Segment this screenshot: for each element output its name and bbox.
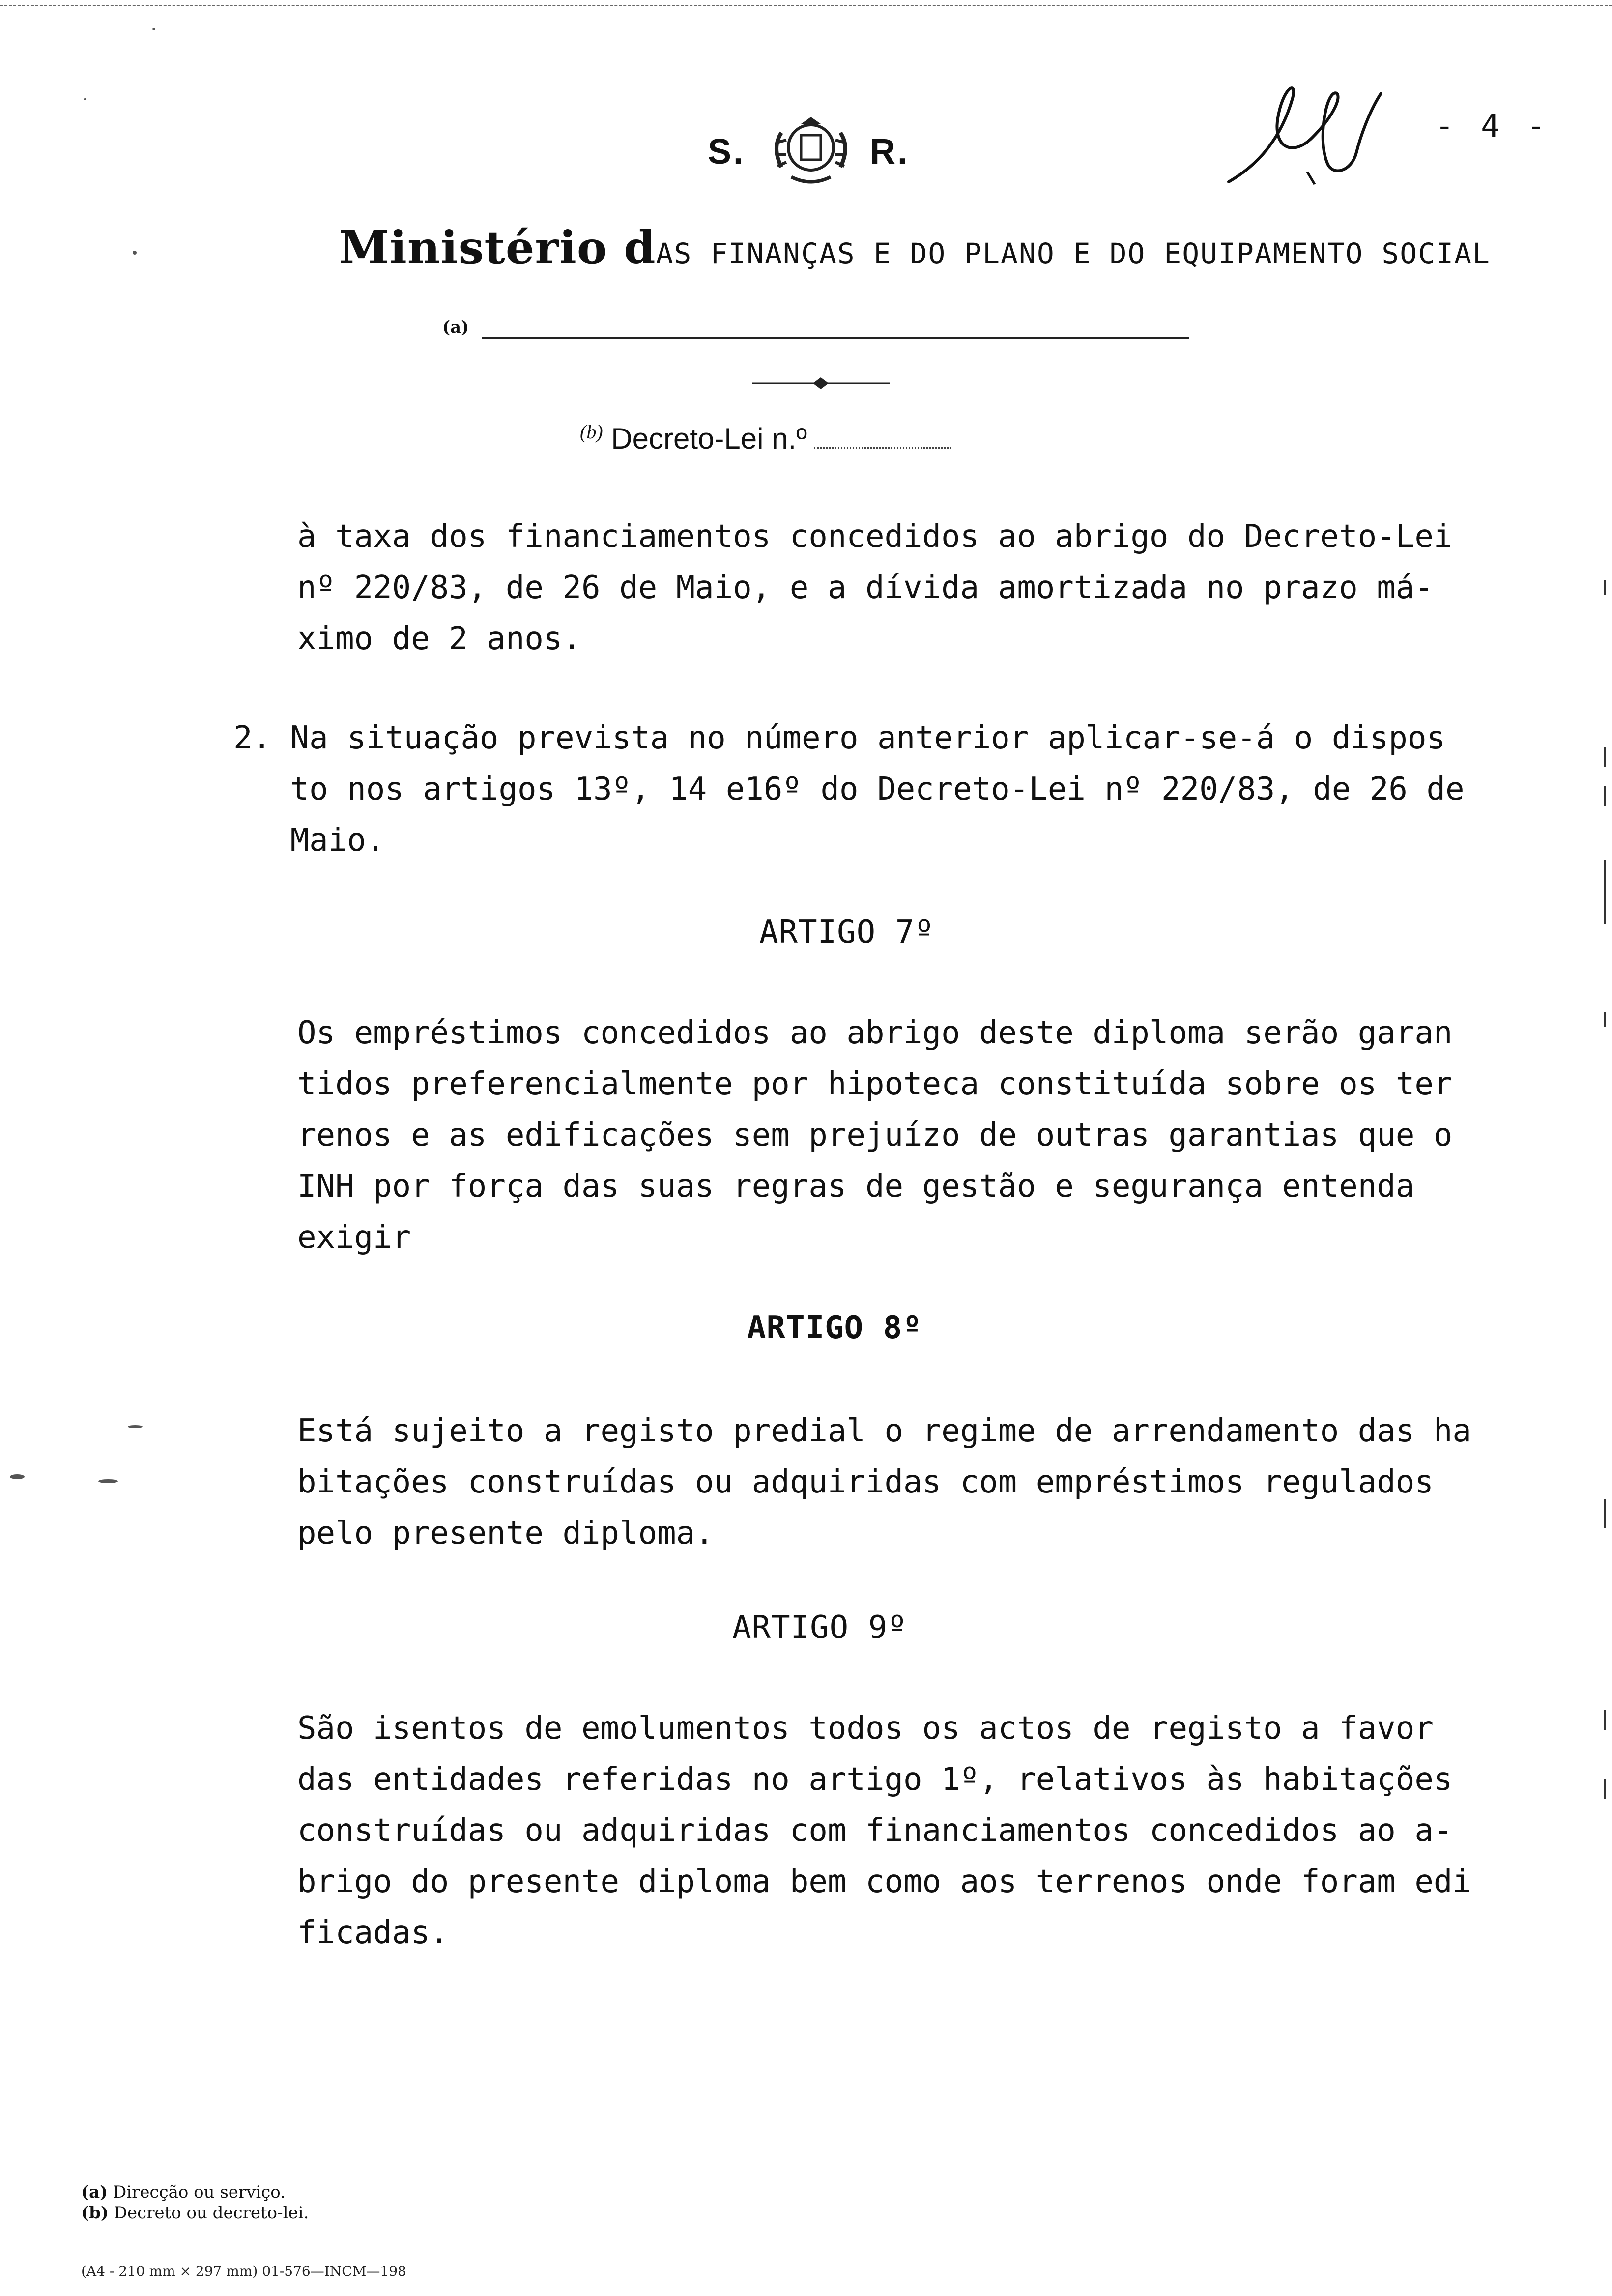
signature-initials	[1209, 79, 1396, 206]
text-line: das entidades referidas no artigo 1º, relativos às habitações	[297, 1761, 1453, 1798]
text-line: brigo do presente diploma bem como aos terrenos onde foram edi	[297, 1864, 1471, 1900]
text-line: 2. Na situação prevista no número anterior aplicar-se-á o dispos	[233, 720, 1445, 756]
sr-right-letter: R.	[870, 132, 909, 172]
text-line: Está sujeito a registo predial o regime de arrendamento das ha	[297, 1413, 1471, 1449]
text-line: bitações construídas ou adquiridas com empréstimos regulados	[297, 1464, 1434, 1500]
footnote-b-text: Decreto ou decreto-lei.	[114, 2203, 309, 2223]
footnote-b-key: (b)	[81, 2203, 109, 2223]
decreto-lei-line	[580, 420, 1047, 459]
page-number: - 4 -	[1435, 108, 1550, 144]
ministry-title	[339, 221, 1543, 280]
footnote-b	[81, 2203, 309, 2223]
scan-speck	[128, 1425, 143, 1428]
text-line: Maio.	[233, 822, 385, 859]
sr-left-letter: S.	[708, 132, 746, 172]
blank-rule	[482, 337, 1189, 339]
scan-speck	[10, 1474, 25, 1479]
article-8-heading: ARTIGO 8º	[747, 1310, 922, 1346]
ministry-title-main: Ministério d	[339, 221, 656, 274]
article-8-body	[297, 1406, 1471, 1559]
article-9-heading: ARTIGO 9º	[732, 1609, 907, 1646]
scan-margin-marks	[1603, 541, 1607, 2113]
text-line: Os empréstimos concedidos ao abrigo deste diploma serão garan	[297, 1015, 1453, 1051]
text-line: à taxa dos financiamentos concedidos ao abrigo do Decreto-Lei	[297, 518, 1453, 555]
text-line: ficadas.	[297, 1915, 449, 1951]
text-line: exigir	[297, 1219, 411, 1256]
diamond-divider	[752, 376, 890, 391]
scan-speck	[98, 1479, 118, 1483]
note-b-marker: (b)	[580, 421, 603, 443]
article-7-heading: ARTIGO 7º	[759, 914, 934, 950]
ministry-title-rest: AS FINANÇAS E DO PLANO E DO EQUIPAMENTO SOCIAL	[656, 237, 1491, 270]
footnote-a	[81, 2182, 309, 2203]
text-line: São isentos de emolumentos todos os actos de registo a favor	[297, 1710, 1434, 1747]
text-line: nº 220/83, de 26 de Maio, e a dívida amortizada no prazo má-	[297, 570, 1434, 606]
coat-of-arms-icon	[767, 113, 855, 192]
paragraph-taxa	[297, 511, 1452, 664]
paragraph-item-2	[233, 713, 1465, 866]
text-line: to nos artigos 13º, 14 e16º do Decreto-Lei nº 220/83, de 26 de	[233, 771, 1465, 807]
article-9-body	[297, 1703, 1471, 1958]
scan-edge-line	[0, 5, 1612, 9]
footnotes	[81, 2182, 309, 2223]
header-sr	[708, 123, 953, 182]
footnote-a-key: (a)	[81, 2182, 108, 2202]
direction-service-line	[442, 315, 1209, 344]
text-line: ximo de 2 anos.	[297, 621, 581, 657]
form-code: (A4 - 210 mm × 297 mm) 01-576—INCM—198	[81, 2263, 406, 2279]
text-line: renos e as edificações sem prejuízo de outras garantias que o	[297, 1117, 1453, 1153]
text-line: tidos preferencialmente por hipoteca constituída sobre os ter	[297, 1066, 1453, 1102]
decreto-number-blank	[814, 447, 951, 449]
article-7-body	[297, 1007, 1452, 1263]
decreto-lei-label: Decreto-Lei n.º	[611, 422, 807, 455]
footnote-a-text: Direcção ou serviço.	[113, 2182, 286, 2202]
text-line: INH por força das suas regras de gestão e segurança entenda	[297, 1168, 1415, 1205]
scan-speck	[133, 251, 137, 255]
scan-speck	[84, 98, 86, 100]
scan-speck	[152, 28, 155, 30]
note-a-marker: (a)	[442, 317, 469, 337]
text-line: pelo presente diploma.	[297, 1515, 714, 1551]
text-line: construídas ou adquiridas com financiamentos concedidos ao a-	[297, 1812, 1453, 1849]
